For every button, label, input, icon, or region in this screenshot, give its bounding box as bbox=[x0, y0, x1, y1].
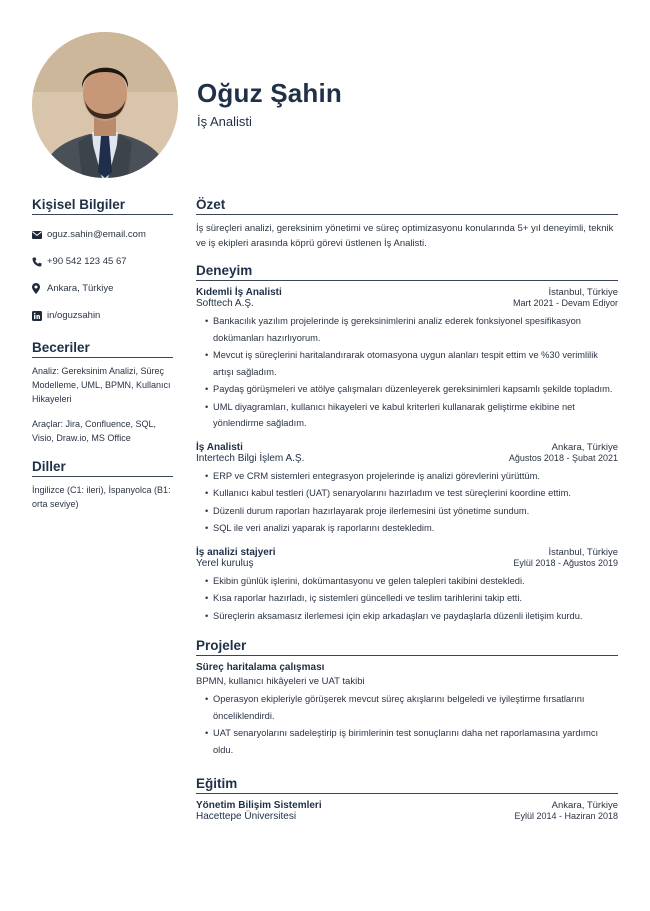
bullet-item: • Kullanıcı kabul testleri (UAT) senaryolarını hazırladım ve test süreçlerini koordine ettim. bbox=[213, 485, 618, 502]
bullet-item: • ERP ve CRM sistemleri entegrasyon projelerinde iş analizi görevlerini yürüttüm. bbox=[213, 468, 618, 485]
job-bullets bbox=[196, 573, 618, 625]
section-title-skills: Beceriler bbox=[32, 340, 173, 358]
summary-text: İş süreçleri analizi, gereksinim yönetimi ve süreç optimizasyonu konularında 5+ yıl deneyimli, teknik ve iş ekipleri arasında köprü görevi üstlenen İş Analisti. bbox=[196, 223, 614, 249]
contact-email-text: oguz.sahin@email.com bbox=[47, 229, 146, 240]
experience-item bbox=[196, 547, 618, 625]
experience-item bbox=[196, 442, 618, 537]
education-degree: Yönetim Bilişim Sistemleri bbox=[196, 800, 322, 811]
candidate-name: Oğuz Şahin bbox=[197, 78, 342, 108]
job-company: Yerel kuruluş bbox=[196, 557, 254, 569]
education-school: Hacettepe Üniversitesi bbox=[196, 811, 297, 822]
job-location: İstanbul, Türkiye bbox=[548, 287, 618, 298]
job-title: İş Analisti bbox=[196, 441, 243, 453]
project-bullets bbox=[196, 691, 618, 758]
section-title-languages: Diller bbox=[32, 459, 173, 477]
bullet-item: • SQL ile veri analizi yaparak iş raporlarını destekledim. bbox=[213, 520, 618, 537]
email-icon bbox=[32, 231, 47, 239]
bullet-item: • Düzenli durum raporları hazırlayarak proje ilerlemesini üst yönetime sundum. bbox=[213, 503, 618, 520]
profile-photo bbox=[32, 32, 178, 178]
resume-header bbox=[32, 32, 618, 178]
languages-text: İngilizce (C1: ileri), İspanyolca (B1: orta seviye) bbox=[32, 485, 171, 509]
contact-location-text: Ankara, Türkiye bbox=[47, 283, 114, 294]
bullet-item: • Süreçlerin aksamasız ilerlemesi için ekip arkadaşları ve paydaşlarla düzenli iletişim kurdu. bbox=[213, 608, 618, 625]
linkedin-icon bbox=[32, 311, 47, 321]
profile-photo-illustration bbox=[32, 32, 178, 178]
bullet-item: • UML diyagramları, kullanıcı hikayeleri ve kabul kriterleri kullanarak geliştirme ekibine net yönlendirme sağladım. bbox=[213, 399, 618, 432]
job-company: Intertech Bilgi İşlem A.Ş. bbox=[196, 452, 305, 464]
job-date: Ağustos 2018 - Şubat 2021 bbox=[508, 452, 618, 463]
job-location: Ankara, Türkiye bbox=[551, 441, 618, 453]
section-title-summary: Özet bbox=[196, 197, 618, 215]
job-title: Kıdemli İş Analisti bbox=[196, 287, 282, 298]
section-title-personal: Kişisel Bilgiler bbox=[32, 197, 173, 215]
bullet-item: • Paydaş görüşmeleri ve atölye çalışmaları düzenleyerek gereksinimleri kapsamlı şekilde topladım. bbox=[213, 381, 618, 398]
job-title: İş analizi stajyeri bbox=[196, 546, 276, 558]
job-location: İstanbul, Türkiye bbox=[548, 546, 618, 558]
candidate-role: İş Analisti bbox=[197, 114, 252, 129]
bullet-item: • Kısa raporlar hazırladı, iç sistemleri güncelledi ve teslim tarihlerini takip etti. bbox=[213, 590, 618, 607]
resume-sidebar bbox=[32, 197, 173, 511]
project-item bbox=[196, 662, 618, 758]
bullet-item: • Bankacılık yazılım projelerinde iş gereksinimlerini analiz ederek fonksiyonel spesifikasyon dokümanları hazırlıyorum. bbox=[213, 313, 618, 346]
bullet-item: • Ekibin günlük işlerini, dokümantasyonu ve gelen talepleri takibini destekledi. bbox=[213, 573, 618, 590]
job-company: Softtech A.Ş. bbox=[196, 298, 254, 309]
contact-linkedin-text: in/oguzsahin bbox=[47, 310, 101, 321]
section-title-projects: Projeler bbox=[196, 638, 618, 656]
education-item bbox=[196, 800, 618, 822]
experience-item bbox=[196, 287, 618, 432]
project-description: BPMN, kullanıcı hikâyeleri ve UAT takibi bbox=[196, 676, 365, 687]
bullet-item: • UAT senaryolarını sadeleştirip iş birimlerinin test sonuçlarını daha net raporlamasına yardımcı oldu. bbox=[213, 725, 618, 758]
project-title: Süreç haritalama çalışması bbox=[196, 662, 325, 673]
contact-phone-text: +90 542 123 45 67 bbox=[47, 256, 127, 267]
contact-linkedin[interactable] bbox=[32, 302, 173, 329]
section-title-education: Eğitim bbox=[196, 776, 618, 794]
resume-main bbox=[196, 197, 618, 832]
contact-location bbox=[32, 275, 173, 302]
phone-icon bbox=[32, 257, 47, 267]
education-location: Ankara, Türkiye bbox=[551, 800, 618, 811]
education-date: Eylül 2014 - Haziran 2018 bbox=[514, 811, 618, 821]
bullet-item: • Operasyon ekipleriyle görüşerek mevcut süreç akışlarını belgeledi ve iyileştirme fırsatlarını önceliklendirdi. bbox=[213, 691, 618, 724]
contact-email[interactable] bbox=[32, 221, 173, 248]
contact-phone[interactable] bbox=[32, 248, 173, 275]
section-title-experience: Deneyim bbox=[196, 263, 618, 281]
skills-analysis: Analiz: Gereksinim Analizi, Süreç Modelleme, UML, BPMN, Kullanıcı Hikayeleri bbox=[32, 366, 171, 404]
location-pin-icon bbox=[32, 283, 47, 294]
job-date: Eylül 2018 - Ağustos 2019 bbox=[513, 557, 618, 568]
job-bullets bbox=[196, 313, 618, 432]
bullet-item: • Mevcut iş süreçlerini haritalandırarak otomasyona uygun alanları tespit ettim ve %30 verimlilik artışı sağladım. bbox=[213, 347, 618, 380]
job-date: Mart 2021 - Devam Ediyor bbox=[512, 298, 618, 308]
job-bullets bbox=[196, 468, 618, 537]
skills-tools: Araçlar: Jira, Confluence, SQL, Visio, Draw.io, MS Office bbox=[32, 419, 157, 443]
